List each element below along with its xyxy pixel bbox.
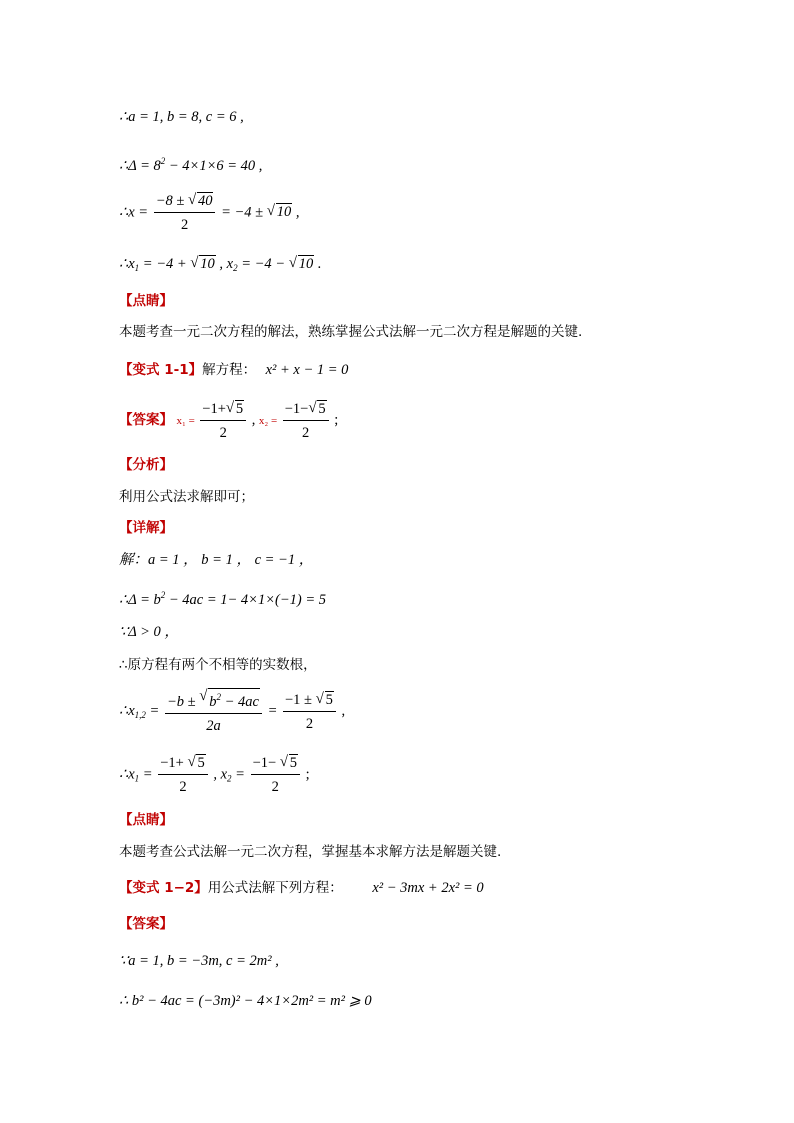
variant-1-2: [119, 879, 484, 898]
sub-1: 1: [134, 263, 140, 273]
xiangjie-line-5: $\therefore x_{1,2}$ = $\frac{-b \pm √ b^2 - 4ac}{2a}$ = $\frac{-1 \pm √ 5}{2}$ ,: [119, 688, 345, 735]
general-formula-fraction: $\frac{-b \pm √ b^2 - 4ac}{2a}$: [165, 688, 262, 735]
variant-1-2-line-2: ∴ b² − 4ac = (−3m)² − 4×1×2m² = m² ⩾ 0: [119, 993, 372, 1009]
section-heading-dianjing: 【点睛】: [119, 293, 173, 309]
sqrt-symbol: √ 10: [289, 255, 315, 273]
x1-label: ∴x: [119, 256, 135, 272]
variant-1-1-equation: x² + x − 1 = 0: [265, 362, 349, 378]
answer-x1-label: x₁ =: [176, 415, 195, 428]
variant-1-1-label: 【变式 1-1】: [119, 362, 203, 378]
variant-1-2-text: 用公式法解下列方程：: [207, 880, 343, 896]
fenxi-text: 利用公式法求解即可；: [119, 489, 254, 505]
fraction-denominator: 2: [180, 217, 189, 233]
disc-post: − 4×1×6 = 40 ,: [165, 158, 263, 174]
sub-2: 2: [233, 263, 238, 273]
roots-mid: = −4 ±: [221, 204, 267, 221]
answer-line: [119, 400, 338, 442]
section-heading-fenxi: 【分析】: [119, 457, 173, 473]
section-heading-answer-2: 【答案】: [119, 916, 173, 932]
sqrt-symbol: √ $b^2 - 4ac$: [199, 688, 260, 711]
equation-roots-values: [119, 255, 321, 277]
root-fraction-1: $\frac{-1+ √ 5}{2}$: [158, 754, 207, 796]
sqrt-symbol: √ 10: [267, 203, 293, 221]
answer-semicolon: ;: [330, 412, 339, 429]
fraction-numerator: −8 ± √ 40: [154, 192, 216, 213]
roots-end: ,: [292, 204, 300, 221]
answer-label: 【答案】: [119, 412, 173, 429]
equation-roots-formula: [119, 192, 299, 234]
xiangjie-line-1: 解：a = 1 ， b = 1 ， c = −1 ，: [119, 552, 314, 568]
disc-pre: ∴Δ = 8: [119, 158, 161, 174]
sqrt-symbol: √ 5: [308, 400, 326, 418]
equation-discriminant: [119, 152, 262, 175]
roots-pre: ∴x =: [119, 204, 149, 221]
xiangjie-line-6: $\therefore x_1$ = $\frac{-1+ √ 5}{2}$ , $x_2$ = $\frac{-1- √ 5}{2}$ ;: [119, 754, 310, 796]
end-period: .: [314, 256, 322, 272]
root-fraction-2: $\frac{-1- √ 5}{2}$: [251, 754, 300, 796]
formula-fraction-2: $\frac{-1 \pm √ 5}{2}$: [283, 691, 336, 733]
variant-1-1-text: 解方程：: [202, 362, 257, 378]
sqrt-symbol: √ 10: [190, 255, 216, 273]
x2-eq: = −4 −: [237, 256, 289, 272]
section-heading-xiangjie: 【详解】: [119, 520, 173, 536]
dianjing-text: 本题考查一元二次方程的解法，熟练掌握公式法解一元二次方程是解题的关键.: [119, 324, 583, 340]
answer-comma: ,: [248, 412, 256, 429]
sqrt-symbol: √ 5: [316, 691, 334, 709]
xiangjie-line-3: ∵Δ > 0 ，: [119, 624, 179, 640]
roots-fraction: [154, 192, 216, 234]
answer-fraction-2: $\frac{-1-√ 5}{2}$: [283, 400, 329, 442]
answer-fraction-1: $\frac{-1+√ 5}{2}$: [200, 400, 246, 442]
x1-eq: = −4 +: [139, 256, 191, 272]
sqrt-symbol: √ 5: [280, 754, 298, 772]
dianjing-text-2: 本题考查公式法解一元二次方程，掌握基本求解方法是解题关键.: [119, 844, 502, 860]
sqrt-symbol: √ 5: [226, 400, 244, 418]
xiangjie-line-4: ∴原方程有两个不相等的实数根，: [119, 657, 317, 673]
variant-1-2-equation: x² − 3mx + 2x² = 0: [372, 880, 484, 896]
disc-exp: 2: [160, 156, 166, 166]
equation-coefficients: ∴a = 1, b = 8, c = 6 ,: [119, 109, 244, 125]
variant-1-2-line-1: ∵a = 1, b = −3m, c = 2m² ,: [119, 953, 279, 969]
variant-1-1: [119, 361, 348, 380]
variant-1-2-label: 【变式 1−2】: [119, 880, 208, 896]
x2-label: , x: [215, 256, 234, 272]
answer-x2-label: x₂ =: [258, 415, 278, 428]
sqrt-symbol: √ 40: [188, 192, 214, 210]
section-heading-dianjing-2: 【点睛】: [119, 812, 173, 828]
xiangjie-line-2: ∴Δ = $b^2 - 4ac = 1- 4\times 1\times(-1) = 5$: [119, 590, 326, 608]
sqrt-symbol: √ 5: [187, 754, 205, 772]
